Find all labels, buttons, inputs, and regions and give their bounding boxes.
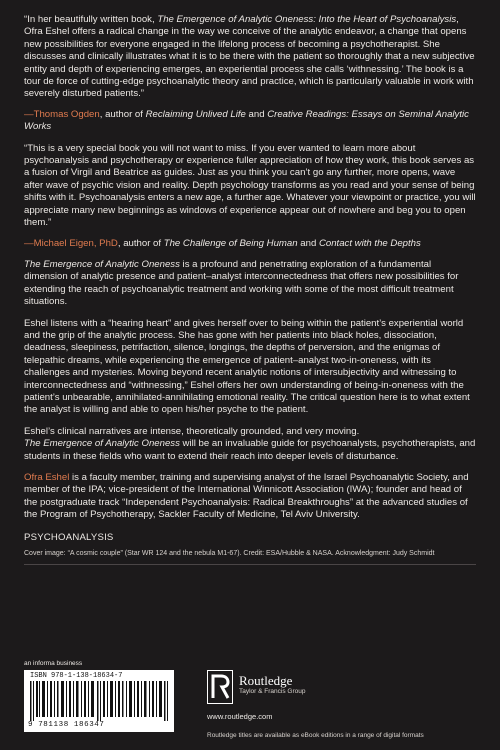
endorsement-eigen-attribution: —Michael Eigen, PhD, author of The Challenge of Being Human and Contact with the Depths — [24, 237, 421, 249]
ebook-note: Routledge titles are available as eBook editions in a range of digital formats — [207, 732, 424, 739]
isbn-barcode — [24, 670, 174, 732]
divider — [24, 564, 476, 565]
publisher-logo — [207, 670, 347, 710]
endorser-name: —Michael Eigen, PhD — [24, 237, 118, 249]
barcode-icon — [30, 681, 168, 721]
barcode-number: 9 781138 186347 — [28, 721, 105, 729]
endorsement-eigen: “This is a very special book you will not want to miss. If you ever wanted to learn more about psychoanalysis and psychotherapy or experience fuller appreciation of how they work, this book serves as a fusion of Virgil and Beatrice as guides. Just as you think you can’t go any further, more opens, wave after wave of psychic vision and reality. Depth psychology transforms as you read and your sense of being shifts with it. Psychoanalysis enters a new age, a further age. Whatever your viewpoint or practice, you will appreciate many new beginnings as windows of experience appear out of nowhere and beg you to open them.” — [24, 142, 476, 229]
publisher-url: www.routledge.com — [207, 712, 273, 721]
book-title: The Emergence of Analytic Oneness — [24, 438, 180, 450]
subject-category: PSYCHOANALYSIS — [24, 531, 114, 543]
book-title: The Emergence of Analytic Oneness: Into the Heart of Psychoanalysis — [157, 14, 457, 25]
description-paragraph-3: Eshel’s clinical narratives are intense, theoretically grounded, and very moving. The Emergence of Analytic Oneness will be an invaluable guide for psychoanalysts, psychotherapists, and students in these fields who want to extend their reach into deeper levels of disturbance. — [24, 425, 476, 462]
endorsement-ogden-attribution: —Thomas Ogden, author of Reclaiming Unlived Life and Creative Readings: Essays on Seminal Analytic Works — [24, 108, 469, 133]
publisher-group: Taylor & Francis Group — [239, 688, 306, 695]
author-name: Ofra Eshel — [24, 472, 70, 483]
book-title: The Emergence of Analytic Oneness — [24, 258, 180, 270]
description-paragraph-2: Eshel listens with a “hearing heart” and gives herself over to being within the patient’s experiential world and the grip of the analytic process. She has gone with her patients into black holes, dissociation, deadness, sleepiness, petrifaction, silence, longings, the depths of perversion, and the enigmas of telepathic dreams, while experiencing the emergence of patient–analyst two-in-oneness, with its challenges and mysteries. Moving beyond recent analytic notions of intersubjectivity and witnessing to interconnectedness and “withnessing,” Eshel offers her own understanding of being-in-oneness with the patient’s unbearable, annihilated-annihilating emotional reality. The critical question here is to what extent the analyst is willing and able to open his/her psyche to the patient. — [24, 317, 470, 416]
endorser-name: —Thomas Ogden — [24, 108, 100, 120]
routledge-logo-icon — [207, 670, 233, 704]
author-bio: Ofra Eshel is a faculty member, training and supervising analyst of the Israel Psychoanalytic Society, and member of the IPA; vice-president of the International Winnicott Association (IWA); founder and head of the postgraduate track “Independent Psychoanalysis: Radical Breakthroughs” at the advanced studies of the Program of Psychotherapy, Sackler Faculty of Medicine, Tel Aviv University. — [24, 472, 469, 521]
cover-image-credit: Cover image: “A cosmic couple” (Star WR 124 and the nebula M1-67). Credit: ESA/Hubble & NASA. Acknowledgment: Judy Schmidt — [24, 549, 435, 557]
informa-tagline: an informa business — [24, 660, 83, 667]
endorsement-ogden: “In her beautifully written book, The Emergence of Analytic Oneness: Into the Heart of Psychoanalysis, Ofra Eshel offers a radical change in the way we conceive of the analytic endeavor, a change that opens new possibilities for everyone engaged in the lifelong process of becoming a psychotherapist. She discusses and clinically illustrates what it is to be there with the patient so thoroughly that a new subjective entity and depth of experiencing emerges, an experiential process she calls ‘withnessing.’ The book is a tour de force of cutting-edge psychoanalytic theory and practice, which is particularly valuable in work with severely disturbed patients.” — [24, 14, 475, 100]
publisher-name: Routledge — [239, 673, 293, 688]
isbn-label: ISBN 978-1-138-18634-7 — [30, 672, 123, 680]
publisher-footer — [24, 660, 476, 750]
description-paragraph-1: The Emergence of Analytic Oneness is a profound and penetrating exploration of a fundamental dimension of analytic presence and patient–analyst interconnectedness that offers new possibilities for extending the reach of psychoanalytic treatment and working with some of the most difficult treatment situations. — [24, 258, 459, 308]
